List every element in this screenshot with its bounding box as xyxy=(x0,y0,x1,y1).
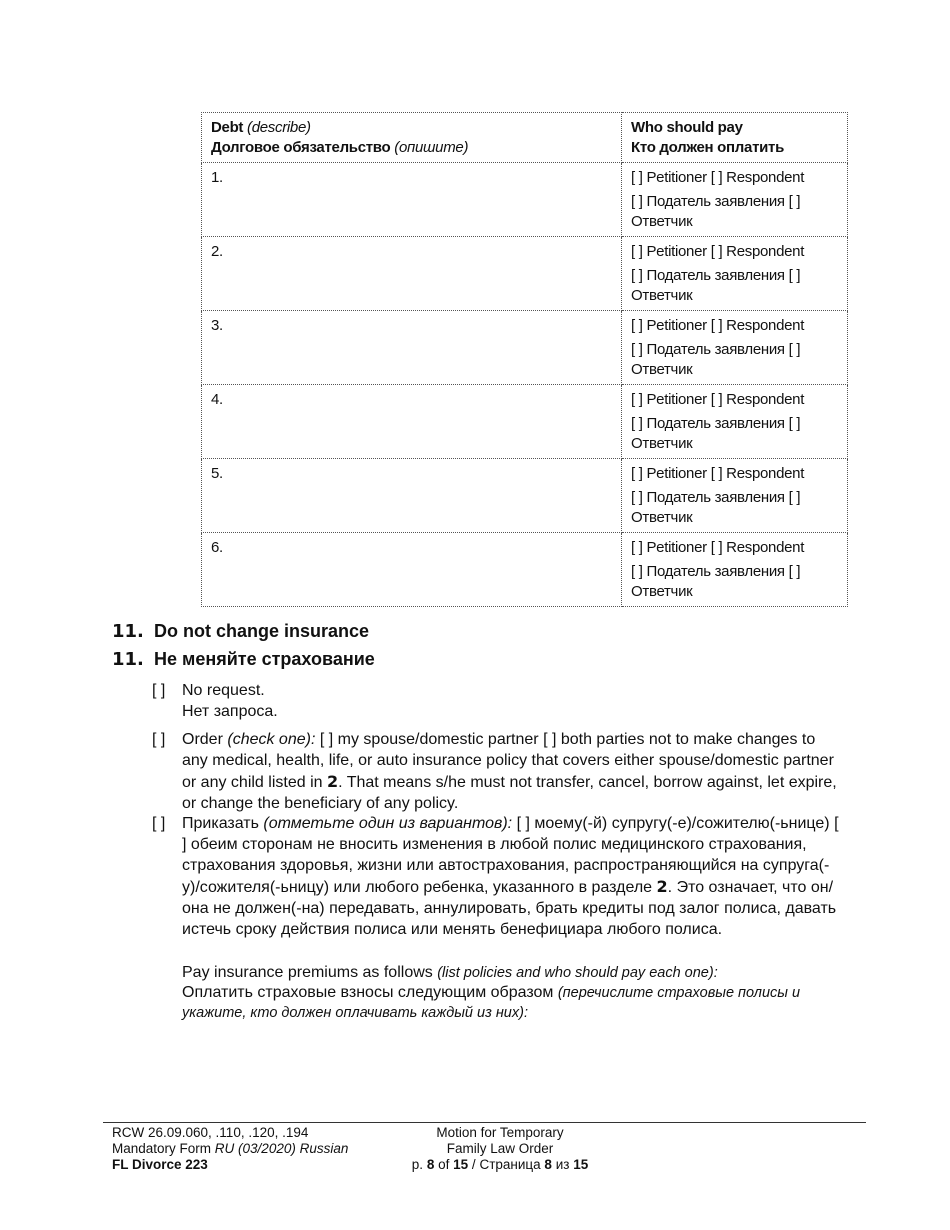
table-row xyxy=(202,459,848,533)
footer-left xyxy=(112,1125,348,1173)
order-text-ru xyxy=(182,813,842,940)
page-total: 15 xyxy=(453,1157,469,1172)
section-number: 11. xyxy=(112,621,144,642)
payer-cell xyxy=(622,459,848,533)
footer-divider xyxy=(103,1122,866,1123)
payer-options-ru[interactable]: [ ] Податель заявления [ ] Ответчик xyxy=(631,341,801,378)
no-request-en: No request. xyxy=(182,682,265,699)
page-of-ru: из xyxy=(555,1157,570,1172)
payer-options-ru[interactable]: [ ] Податель заявления [ ] Ответчик xyxy=(631,563,801,600)
debt-hint: (describe) xyxy=(247,119,311,136)
checkbox-order[interactable]: [ ] xyxy=(152,731,166,748)
payer-cell xyxy=(622,237,848,311)
debt-label-ru: Долговое обязательство xyxy=(211,139,391,156)
payer-options-ru[interactable]: [ ] Податель заявления [ ] Ответчик xyxy=(631,489,801,526)
section-title-en: Do not change insurance xyxy=(154,621,370,641)
footer-middle xyxy=(380,1125,620,1173)
page-prefix-en: p. xyxy=(411,1157,424,1172)
footer-mandatory-prefix: Mandatory Form xyxy=(112,1141,212,1156)
premiums-block xyxy=(182,963,842,1023)
no-request-ru: Нет запроса. xyxy=(182,703,278,720)
payer-options-en[interactable]: [ ] Petitioner [ ] Respondent xyxy=(631,317,805,334)
order-text-en xyxy=(182,729,842,814)
debt-label: Debt xyxy=(211,119,244,136)
table-row xyxy=(202,385,848,459)
table-row xyxy=(202,237,848,311)
debt-cell[interactable] xyxy=(202,459,622,533)
debt-header xyxy=(202,113,622,163)
payer-cell xyxy=(622,163,848,237)
debt-row-number: 5. xyxy=(211,465,223,482)
payer-options-en[interactable]: [ ] Petitioner [ ] Respondent xyxy=(631,391,805,408)
table-row xyxy=(202,311,848,385)
order-hint-ru: (отметьте один из вариантов): xyxy=(263,815,513,832)
payer-cell xyxy=(622,533,848,607)
footer-rcw: RCW 26.09.060, .110, .120, .194 xyxy=(112,1125,309,1140)
option-order-en xyxy=(152,729,842,814)
payer-options-en[interactable]: [ ] Petitioner [ ] Respondent xyxy=(631,169,805,186)
table-row xyxy=(202,163,848,237)
payer-header xyxy=(622,113,848,163)
section-title-ru: Не меняйте страхование xyxy=(154,649,375,669)
page-sep: / xyxy=(471,1157,476,1172)
footer-mandatory xyxy=(112,1141,348,1157)
page-prefix-ru: Страница xyxy=(479,1157,541,1172)
order-hint: (check one): xyxy=(227,731,316,748)
option-no-request xyxy=(152,680,842,722)
footer-doc-title-1: Motion for Temporary xyxy=(436,1125,564,1140)
option-order-ru xyxy=(152,813,842,940)
order-body-2-ru: . Это означает, что он/она не должен(-на) передавать, аннулировать, брать кредиты под залог полиса, давать истечь сроку действия полиса или менять бенефициара любого полиса. xyxy=(182,879,837,938)
debt-cell[interactable] xyxy=(202,237,622,311)
checkbox-order-ru[interactable]: [ ] xyxy=(152,815,166,832)
payer-cell xyxy=(622,311,848,385)
payer-options-ru[interactable]: [ ] Податель заявления [ ] Ответчик xyxy=(631,267,801,304)
debt-cell[interactable] xyxy=(202,311,622,385)
debt-row-number: 3. xyxy=(211,317,223,334)
order-lead-ru: Приказать xyxy=(182,815,259,832)
debt-row-number: 4. xyxy=(211,391,223,408)
page-num-ru: 8 xyxy=(544,1157,552,1172)
order-body-2: . That means s/he must not transfer, cancel, borrow against, let expire, or change the beneficiary of any policy. xyxy=(182,774,837,812)
payer-label: Who should pay xyxy=(631,119,743,136)
section-heading-ru xyxy=(112,649,375,670)
premiums-hint-ru: (перечислите страховые полисы и укажите, кто должен оплачивать каждый из них): xyxy=(182,985,801,1021)
page-num: 8 xyxy=(426,1157,435,1172)
debt-cell[interactable] xyxy=(202,163,622,237)
premiums-en: Pay insurance premiums as follows xyxy=(182,964,433,981)
premiums-hint-en: (list policies and who should pay each one): xyxy=(437,965,718,981)
footer-page-number xyxy=(380,1157,620,1173)
page-total-ru: 15 xyxy=(573,1157,589,1172)
payer-options-ru[interactable]: [ ] Податель заявления [ ] Ответчик xyxy=(631,415,801,452)
payer-options-en[interactable]: [ ] Petitioner [ ] Respondent xyxy=(631,539,805,556)
debt-row-number: 1. xyxy=(211,169,223,186)
payer-options-en[interactable]: [ ] Petitioner [ ] Respondent xyxy=(631,243,805,260)
order-body-1-ru: [ ] моему(-й) супругу(-е)/сожителю(-ьнице) [ ] обеим сторонам не вносить изменения в любой полис медицинского страхования, страхования здоровья, жизни или автострахования, распространяющийся на супруга(-у)/сожителя(-ьницу) или любого ребенка, указанного в разделе xyxy=(182,815,839,896)
debt-hint-ru: (опишите) xyxy=(394,139,469,156)
payer-options-en[interactable]: [ ] Petitioner [ ] Respondent xyxy=(631,465,805,482)
payer-options-ru[interactable]: [ ] Податель заявления [ ] Ответчик xyxy=(631,193,801,230)
debt-table xyxy=(201,112,848,607)
order-body-1: [ ] my spouse/domestic partner [ ] both parties not to make changes to any medical, health, life, or auto insurance policy that covers either spouse/domestic partner or any child listed in xyxy=(182,731,834,791)
order-section-ref: 2 xyxy=(326,772,339,791)
table-row xyxy=(202,533,848,607)
debt-row-number: 2. xyxy=(211,243,223,260)
checkbox-no-request[interactable]: [ ] xyxy=(152,682,166,699)
section-number-ru: 11. xyxy=(112,649,144,670)
order-lead: Order xyxy=(182,731,223,748)
payer-cell xyxy=(622,385,848,459)
debt-cell[interactable] xyxy=(202,385,622,459)
section-heading-en xyxy=(112,621,369,642)
debt-row-number: 6. xyxy=(211,539,223,556)
premiums-ru: Оплатить страховые взносы следующим образом xyxy=(182,984,554,1001)
order-section-ref-ru: 2 xyxy=(656,877,668,896)
footer-mandatory-code: RU (03/2020) Russian xyxy=(214,1141,349,1156)
page-of-en: of xyxy=(438,1157,450,1172)
footer-doc-title-2: Family Law Order xyxy=(446,1141,554,1156)
payer-label-ru: Кто должен оплатить xyxy=(631,139,785,156)
footer-form-id: FL Divorce 223 xyxy=(112,1157,208,1172)
debt-cell[interactable] xyxy=(202,533,622,607)
table-header-row xyxy=(202,113,848,163)
